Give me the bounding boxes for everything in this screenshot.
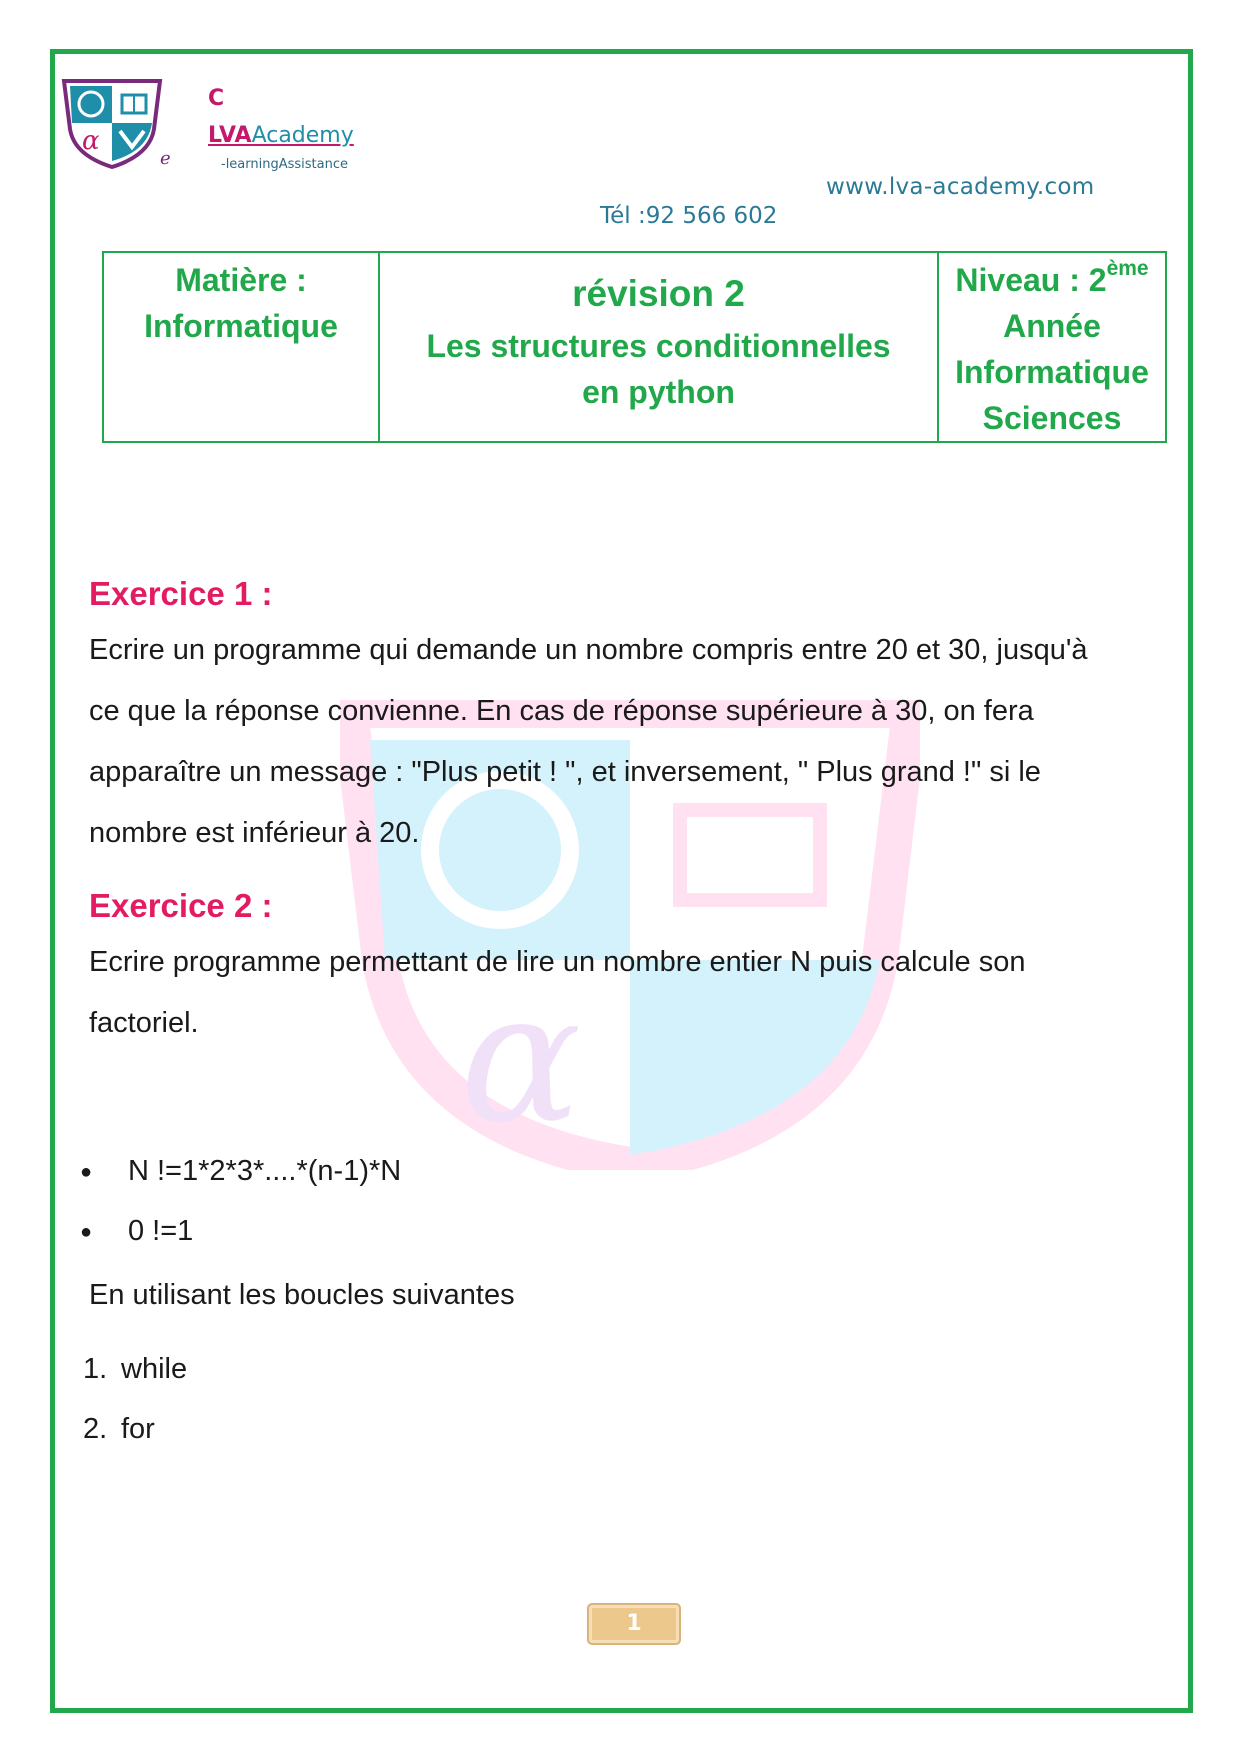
numbered-item [83,1353,187,1386]
numbered-item-text: while [121,1353,188,1385]
phone-number: Tél :92 566 602 [600,203,778,229]
subject-cell [103,252,379,442]
exercise-2-line: factoriel. [89,1007,199,1039]
list-item [80,1215,193,1248]
numbered-item-text: for [121,1413,155,1445]
document-subtitle-line1: Les structures conditionnelles [426,328,891,364]
exercise-1-line: nombre est inférieur à 20. [89,817,420,849]
title-cell [379,252,938,442]
list-item-text: 0 !=1 [128,1215,194,1247]
numbered-item [83,1413,155,1446]
level-cell [938,252,1166,442]
list-item-text: N !=1*2*3*....*(n-1)*N [128,1155,402,1187]
brand-name [208,123,354,148]
exercise-2-title: Exercice 2 : [89,887,273,924]
brand-tagline: -learningAssistance [221,157,348,172]
list-item [80,1155,401,1188]
page-number: 1 [587,1603,681,1645]
level-label-text: Niveau : 2 [955,262,1107,298]
exercise-1-line: ce que la réponse convienne. En cas de réponse supérieure à 30, on fera [89,695,1034,727]
svg-text:α: α [82,126,100,156]
level-section-2: Sciences [982,400,1122,436]
website-link[interactable]: www.lva-academy.com [826,174,1095,200]
bullet-icon: ● [80,1160,93,1183]
level-section-1: Informatique [955,354,1149,390]
exercise-2-instruction: En utilisant les boucles suivantes [89,1279,515,1311]
subject-value: Informatique [144,308,338,344]
brand-name-lva: LVA [208,123,252,148]
header-table [102,251,1167,443]
exercise-1-line: apparaître un message : "Plus petit ! ", et inversement, " Plus grand !" si le [89,756,1041,788]
exercise-1-line: Ecrire un programme qui demande un nombre compris entre 20 et 30, jusqu'à [89,634,1088,666]
svg-text:α: α [460,954,582,1163]
lva-academy-logo [58,77,166,169]
document-title: révision 2 [572,273,745,314]
numbered-item-index: 2. [83,1413,108,1445]
level-year: Année [1003,308,1101,344]
exercise-1-title: Exercice 1 : [89,575,273,612]
exercise-2-text [89,932,1169,1054]
exercise-2-line: Ecrire programme permettant de lire un nombre entier N puis calcule son [89,946,1026,978]
numbered-item-index: 1. [83,1353,108,1385]
level-superscript: ème [1106,257,1149,281]
document-subtitle-line2: en python [582,374,735,410]
subject-label: Matière : [175,262,307,298]
brand-e-letter: e [160,148,171,169]
brand-letter: C [208,86,225,111]
brand-name-academy: Academy [251,123,354,148]
bullet-icon: ● [80,1220,93,1243]
level-label [945,257,1159,303]
exercise-1-text [89,620,1169,864]
